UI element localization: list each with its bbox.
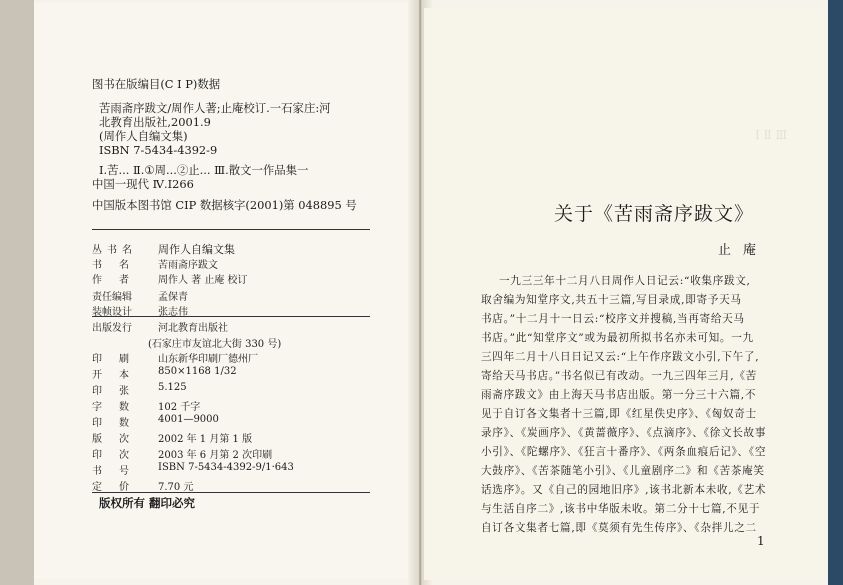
cip-line: 北教育出版社,2001.9 — [99, 115, 211, 129]
cip-line: ISBN 7-5434-4392-9 — [99, 143, 218, 157]
detail-value: 河北教育出版社 — [158, 323, 228, 334]
detail-label: 开本 — [92, 370, 146, 381]
essay-author: 止庵 — [718, 243, 769, 258]
detail-label: 版次 — [92, 434, 146, 445]
detail-label: 责任编辑 — [92, 292, 132, 303]
detail-label: 印张 — [92, 386, 146, 397]
detail-value: 周作人 著 止庵 校订 — [158, 275, 248, 286]
detail-label: 印刷 — [92, 354, 146, 365]
body-line: 雨斋序跋文》由上海天马书店出版。第一分三十六篇,不 — [481, 389, 757, 401]
page-number: 1 — [757, 534, 765, 548]
body-line: 小引》、《陀螺序》、《狂言十番序》、《两条血痕后记》、《空 — [481, 446, 767, 458]
detail-value: 102 千字 — [158, 402, 201, 413]
details-bottom-rule — [92, 492, 370, 493]
detail-label: 丛书名 — [92, 245, 137, 256]
detail-label: 定价 — [92, 482, 146, 493]
body-line: 见于自订各文集者十三篇,即《红星佚史序》、《匈奴奇士 — [481, 408, 757, 420]
detail-label: 装帧设计 — [92, 307, 132, 318]
detail-label: 出版发行 — [92, 323, 132, 334]
detail-label: 书号 — [92, 466, 146, 477]
body-line: 录序》、《炭画序》、《黄蔷薇序》、《点滴序》、《徐文长故事 — [481, 427, 767, 439]
body-line: 书店。”十二月十一日云:“校序文并搜稿,当再寄给天马 — [481, 313, 745, 325]
detail-value: 苦雨斋序跋文 — [158, 260, 218, 271]
body-line: 与生活自序二》,该书中华版未收。第二分十七篇,不见于 — [481, 503, 761, 515]
body-line: 话选序》。又《自己的园地旧序》,该书北新本未收,《艺术 — [481, 484, 767, 496]
detail-value: 5.125 — [158, 382, 187, 393]
detail-label: 印数 — [92, 418, 146, 429]
detail-label: 书名 — [92, 260, 146, 271]
detail-value: 2003 年 6 月第 2 次印刷 — [158, 450, 273, 461]
detail-value: 孟保青 — [158, 292, 188, 303]
body-line: 取舍编为知堂序文,共五十三篇,写目录成,即寄予天马 — [481, 294, 742, 306]
cip-heading: 图书在版编目(C I P)数据 — [92, 77, 221, 91]
cip-record-number: 中国版本图书馆 CIP 数据核字(2001)第 048895 号 — [92, 198, 357, 212]
body-line: 三四年二月十八日日记又云:“上午作序跋文小引,下午了, — [481, 351, 760, 363]
detail-value: 张志伟 — [158, 307, 188, 318]
rights-notice: 版权所有 翻印必究 — [99, 496, 196, 510]
body-line: 自订各文集者七篇,即《莫须有先生传序》、《杂拌儿之二 — [481, 522, 757, 534]
detail-label: 作者 — [92, 275, 146, 286]
left-page-edge — [0, 0, 34, 585]
detail-value: 7.70 元 — [158, 482, 194, 493]
classification-line: Ⅰ.苦... Ⅱ.①周...②止... Ⅲ.散文一作品集一 — [99, 163, 309, 177]
details-top-rule — [92, 229, 370, 230]
body-line: 大鼓序》、《苦茶随笔小引》、《儿童剧序二》和《苦茶庵笑 — [481, 465, 765, 477]
detail-label: 字数 — [92, 402, 146, 413]
detail-value: 2002 年 1 月第 1 版 — [158, 434, 253, 445]
details-mid-rule — [92, 316, 370, 317]
body-line: 书店。”此“知堂序文”或为最初所拟书名亦未可知。一九 — [481, 332, 754, 344]
detail-value-address: (石家庄市友谊北大街 330 号) — [148, 339, 282, 350]
book-cover-edge — [828, 0, 843, 585]
classification-line: 中国一现代 Ⅳ.I266 — [92, 177, 194, 191]
cip-line: 苦雨斋序跋文/周作人著;止庵校订.一石家庄:河 — [99, 101, 331, 115]
essay-title: 关于《苦雨斋序跋文》 — [554, 203, 755, 225]
body-line: 寄给天马书店。”书名似已有改动。一九三四年三月,《苦 — [481, 370, 757, 382]
detail-value: 850×1168 1/32 — [158, 366, 237, 377]
detail-value: 4001—9000 — [158, 414, 219, 425]
detail-value: 山东新华印刷厂德州厂 — [158, 354, 258, 365]
detail-value: ISBN 7-5434-4392-9/1·643 — [158, 462, 294, 473]
detail-label: 印次 — [92, 450, 146, 461]
detail-value: 周作人自编文集 — [158, 243, 235, 256]
body-line: 一九三三年十二月八日周作人日记云:“收集序跋文, — [499, 275, 751, 287]
show-through-marks: Ⅰ Ⅱ Ⅲ — [755, 128, 788, 142]
cip-line: (周作人自编文集) — [99, 129, 188, 143]
